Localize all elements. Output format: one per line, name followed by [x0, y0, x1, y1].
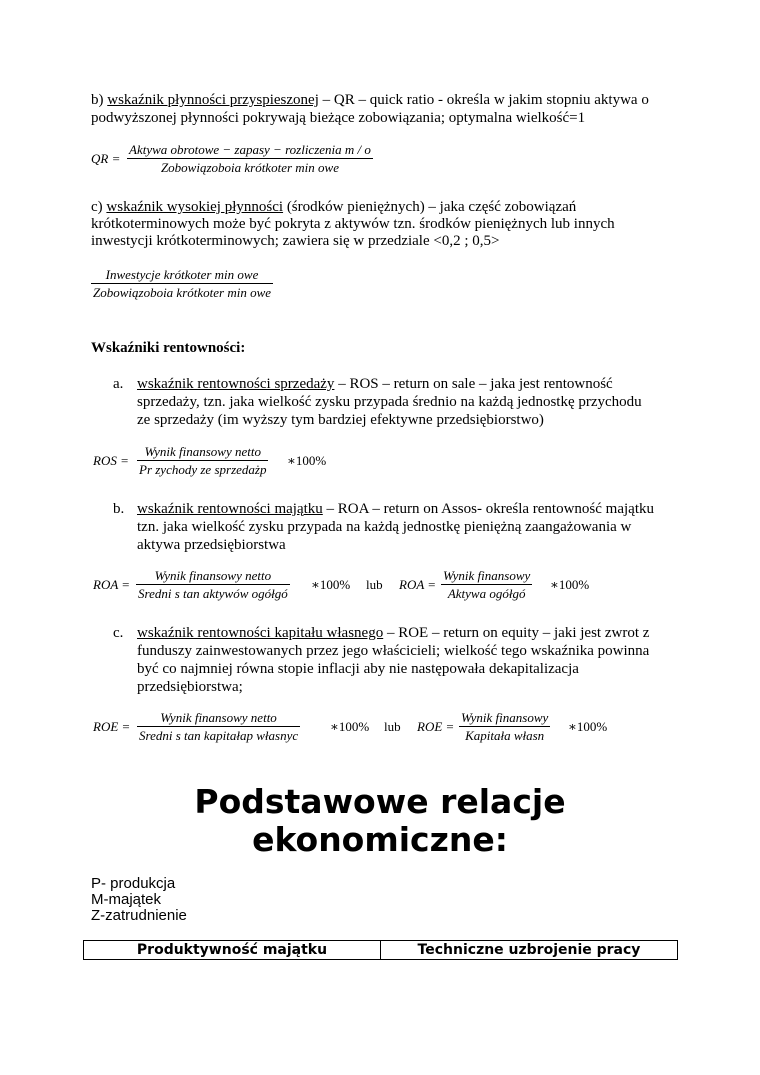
relations-table	[83, 940, 678, 960]
table-header-cell: Produktywność majątku	[84, 941, 381, 960]
roa-formula-label: ROA =	[93, 577, 131, 592]
roe-formula-numerator: Wynik finansowy netto	[160, 710, 277, 725]
roe-formula2-numerator: Wynik finansowy	[461, 710, 549, 725]
roe-line1	[137, 625, 649, 642]
roa-marker: b.	[113, 501, 125, 517]
roe-term: wskaźnik rentowności kapitału własnego	[137, 625, 384, 641]
table-header-row	[84, 941, 678, 960]
item-c-line1	[91, 199, 576, 216]
roe-line1-rest: – ROE – return on equity – jaki jest zwrot z	[383, 625, 650, 641]
legend-item: P- produkcja	[91, 875, 176, 892]
page-title-line1: Podstawowe relacje	[194, 782, 566, 821]
page-title-line2: ekonomiczne:	[252, 820, 508, 859]
roa-formula2-denominator: Aktywa ogółgó	[441, 584, 532, 601]
roa-formula2-numerator: Wynik finansowy	[443, 568, 531, 583]
table-header-cell: Techniczne uzbrojenie pracy	[381, 941, 678, 960]
item-c-line2: krótkoterminowych może być pokryta z aktywów tzn. środków pieniężnych lub innych	[91, 216, 615, 232]
ros-line1-rest: – ROS – return on sale – jaka jest rentowność	[334, 376, 613, 392]
roe-line3: być co najmniej równa stopie inflacji aby nie następowała dekapitalizacja	[137, 661, 579, 677]
roa-line1	[137, 501, 654, 518]
ros-formula-numerator: Wynik finansowy netto	[144, 444, 261, 459]
roa-line3: aktywa przedsiębiorstwa	[137, 537, 286, 553]
ros-formula-denominator: Pr zychody ze sprzedażp	[139, 462, 267, 477]
roa-line1-rest: – ROA – return on Assos- określa rentowność majątku	[322, 501, 654, 517]
roa-term: wskaźnik rentowności majątku	[137, 501, 323, 517]
item-c-term: wskaźnik wysokiej płynności	[106, 199, 284, 215]
roa-formula-denominator: Sredni s tan aktywów ogółgó	[138, 586, 288, 601]
legend-item: Z-zatrudnienie	[91, 907, 187, 924]
item-b-line2: podwyższonej płynności pokrywają bieżące zobowiązania; optymalna wielkość=1	[91, 110, 586, 126]
roe-formula-suffix: ∗100%	[330, 719, 370, 734]
item-b-prefix: b)	[91, 92, 108, 108]
item-c-line3: inwestycji krótkoterminowych; zawiera się w przedziale <0,2 ; 0,5>	[91, 233, 500, 249]
roe-line2: funduszy zainwestowanych przez jego właścicieli; wielkość tego wskaźnika powinna	[137, 643, 650, 659]
item-b-line1	[91, 92, 649, 109]
roe-marker: c.	[113, 625, 124, 641]
roa-formula2-label: ROA =	[399, 577, 437, 592]
roe-formula-denominator: Sredni s tan kapitałap własnyc	[139, 728, 299, 743]
roa-formula2-suffix: ∗100%	[550, 577, 590, 592]
roe-formula2-fraction	[459, 711, 550, 743]
roe-formula2-suffix: ∗100%	[568, 719, 608, 734]
roa-formula-fraction	[136, 569, 290, 601]
qr-formula-numerator: Aktywa obrotowe − zapasy − rozliczenia m / o	[129, 142, 371, 157]
roe-or: lub	[384, 719, 401, 734]
ros-formula-fraction	[137, 445, 268, 477]
ros-formula-suffix: ∗100%	[287, 453, 327, 468]
item-c-prefix: c)	[91, 199, 107, 215]
roa-line2: tzn. jaka wielkość zysku przypada na każdą jednostkę pieniężną zaangażowania w	[137, 519, 632, 535]
cash-ratio-numerator: Inwestycje krótkoter min owe	[105, 267, 259, 282]
ros-term: wskaźnik rentowności sprzedaży	[137, 376, 335, 392]
ros-marker: a.	[113, 376, 124, 392]
item-b-term: wskaźnik płynności przyspieszonej	[107, 92, 319, 108]
ros-line3: ze sprzedaży (im wyższy tym bardziej efektywne przedsiębiorstwo)	[137, 412, 544, 428]
roe-formula2-label: ROE =	[417, 719, 455, 734]
ros-line2: sprzedaży, tzn. jaka wielkość zysku przypada średnio na każdą jednostkę przychodu	[137, 394, 642, 410]
roa-or: lub	[366, 577, 383, 592]
cash-ratio-formula-fraction	[91, 268, 273, 300]
roa-formula-numerator: Wynik finansowy netto	[154, 568, 272, 583]
qr-formula-denominator: Zobowiązoboia krótkoter min owe	[127, 158, 373, 175]
roa-formula-suffix: ∗100%	[311, 577, 351, 592]
item-c-line1-rest: (środków pieniężnych) – jaka część zobowiązań	[283, 199, 577, 215]
qr-formula-label: QR =	[91, 151, 121, 166]
roe-line4: przedsiębiorstwa;	[137, 679, 243, 695]
roa-formula2-fraction	[441, 569, 532, 601]
roe-formula-label: ROE =	[93, 719, 131, 734]
ros-formula-label: ROS =	[93, 453, 129, 468]
item-b-line1-rest: – QR – quick ratio - określa w jakim stopniu aktywa o	[318, 92, 649, 108]
qr-formula-fraction	[127, 143, 373, 175]
ros-line1	[137, 376, 613, 393]
legend-item: M-majątek	[91, 891, 162, 908]
roe-formula-fraction	[137, 711, 300, 743]
cash-ratio-denominator: Zobowiązoboia krótkoter min owe	[93, 285, 272, 300]
roe-formula2-denominator: Kapitała własn	[459, 726, 550, 743]
section-heading-profitability: Wskaźniki rentowności:	[91, 340, 246, 356]
